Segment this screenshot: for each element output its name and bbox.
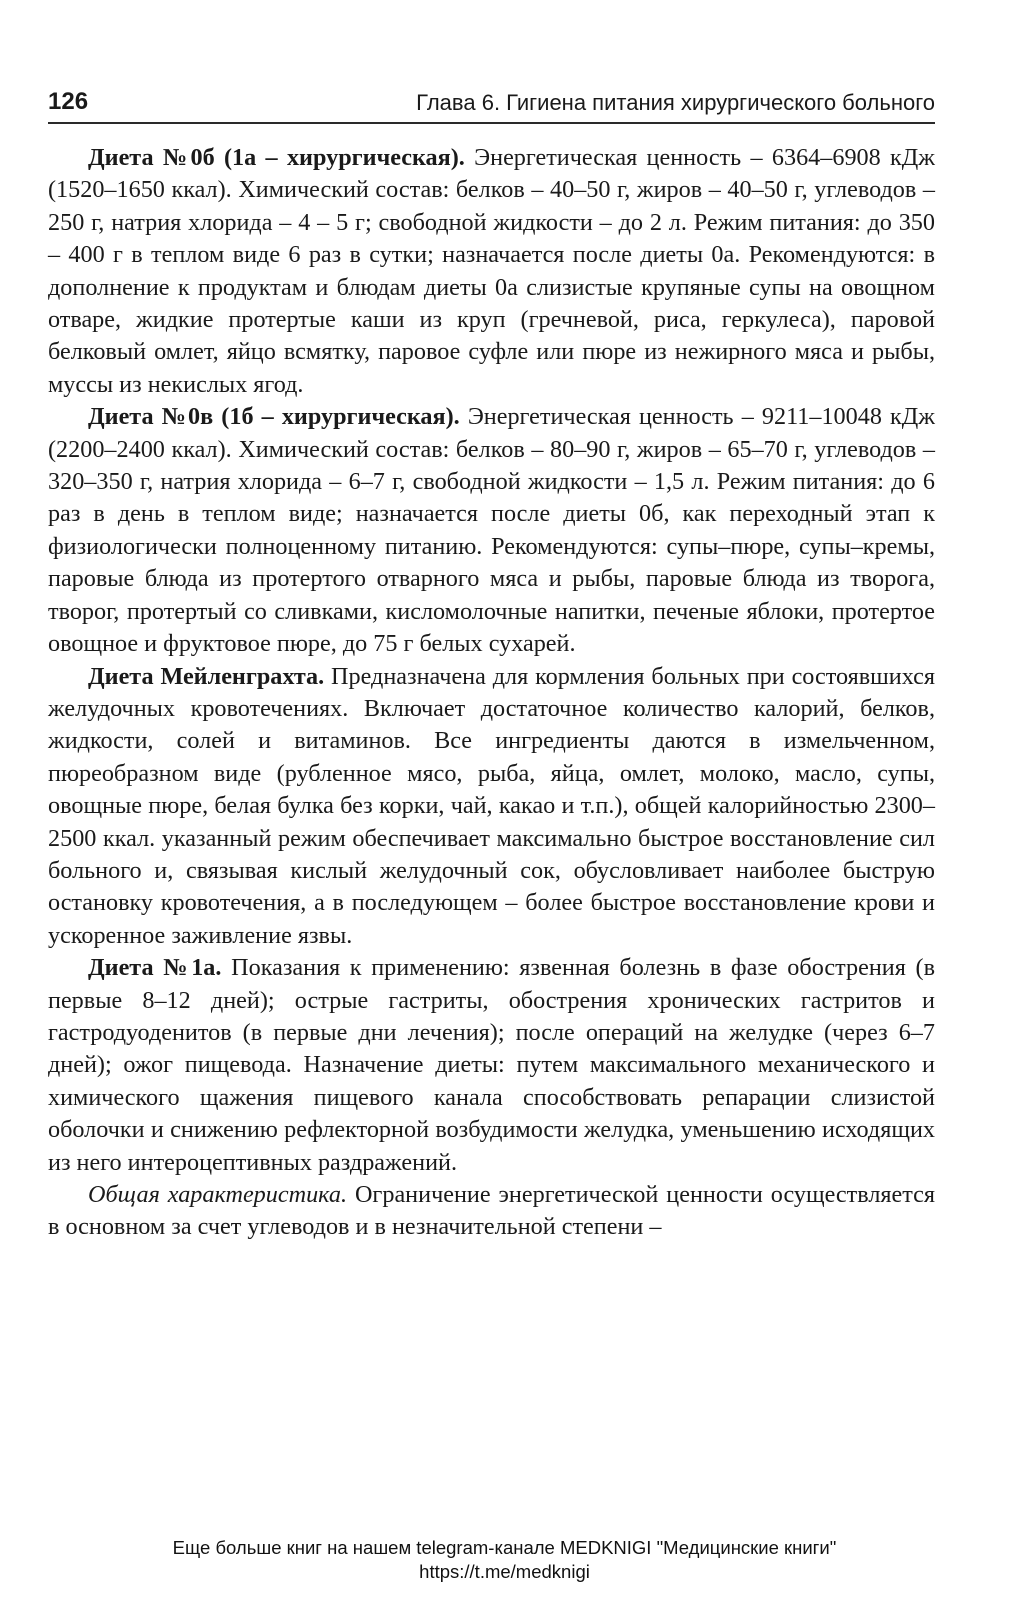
paragraph-general-characteristics bbox=[48, 1179, 935, 1244]
promo-line: Еще больше книг на нашем telegram-канале MEDKNIGI "Медицинские книги" bbox=[172, 1537, 837, 1558]
telegram-link[interactable]: https://t.me/medknigi bbox=[419, 1561, 590, 1582]
paragraph-diet-1a bbox=[48, 952, 935, 1179]
paragraph-text: Показания к применению: язвенная болезнь в фазе обострения (в первые 8–12 дней); острые гастриты, обострения хронических гастритов и гастродуоденитов (в первые дни лечения); после операций на желудке (через 6–7 дней); ожог пищевода. Назначение диеты: путем максимального механического и химического щажения пищевого канала способствовать репарации слизистой оболочки и снижению рефлекторной возбудимости желудка, уменьшению исходящих из него интероцептивных раздражений. bbox=[48, 954, 935, 1176]
paragraph-text: Предназначена для кормления больных при состоявшихся желудочных кровотечениях. Включает достаточное количество калорий, белков, жидкости, солей и витаминов. Все ингредиенты даются в измельченном, пюреобразном виде (рубленное мясо, рыба, яйца, омлет, молоко, масло, супы, овощные пюре, белая булка без корки, чай, какао и т.п.), общей калорийностью 2300–2500 ккал. указанный режим обеспечивает максимально быстрое восстановление сил больного и, связывая кислый желудочный сок, обусловливает наиболее быструю остановку кровотечения, а в последующем – более быстрое восстановление крови и ускоренное заживление язвы. bbox=[48, 662, 935, 949]
page-number: 126 bbox=[48, 88, 89, 115]
promo-footer bbox=[0, 1536, 1009, 1584]
paragraph-diet-0b bbox=[48, 142, 935, 401]
paragraph-lead-italic: Общая характеристика. bbox=[88, 1181, 348, 1208]
paragraph-diet-0v bbox=[48, 401, 935, 660]
paragraph-text: Энергетическая ценность – 6364–6908 кДж (1520–1650 ккал). Химический состав: белков – 40–50 г, жиров – 40–50 г, углеводов – 250 г, натрия хлорида – 4 – 5 г; свободной жидкости – до 2 л. Режим питания: до 350 – 400 г в теплом виде 6 раз в сутки; назначается после диеты 0а. Рекомендуются: в дополнение к продуктам и блюдам диеты 0а слизистые крупяные супы на овощном отваре, жидкие протертые каши из круп (гречневой, риса, геркулеса), паровой белковый омлет, яйцо всмятку, паровое суфле или пюре из нежирного мяса и рыбы, муссы из некислых ягод. bbox=[48, 144, 935, 398]
paragraph-lead: Диета Мейленграхта. bbox=[88, 662, 325, 690]
running-head: Глава 6. Гигиена питания хирургического больного bbox=[416, 90, 935, 115]
page-header bbox=[48, 88, 935, 124]
paragraph-lead: Диета №1а. bbox=[88, 954, 222, 982]
body-text bbox=[48, 142, 935, 1244]
paragraph-text: Ограничение энергетической ценности осуществляется в основном за счет углеводов и в незначительной степени – bbox=[48, 1181, 935, 1241]
paragraph-text: Энергетическая ценность – 9211–10048 кДж (2200–2400 ккал). Химический состав: белков – 80–90 г, жиров – 65–70 г, углеводов – 320–350 г, натрия хлорида – 6–7 г, свободной жидкости – 1,5 л. Режим питания: до 6 раз в день в теплом виде; назначается после диеты 0б, как переходный этап к физиологически полноценному питанию. Рекомендуются: супы–пюре, супы–кремы, паровые блюда из протертого отварного мяса и рыбы, паровые блюда из творога, творог, протертый со сливками, кисломолочные напитки, печеные яблоки, протертое овощное и фруктовое пюре, до 75 г белых сухарей. bbox=[48, 403, 935, 658]
paragraph-diet-meulengracht bbox=[48, 661, 935, 953]
paragraph-lead: Диета №0в (1б – хирургическая). bbox=[88, 403, 460, 431]
paragraph-lead: Диета №0б (1а – хирургическая). bbox=[88, 144, 465, 171]
